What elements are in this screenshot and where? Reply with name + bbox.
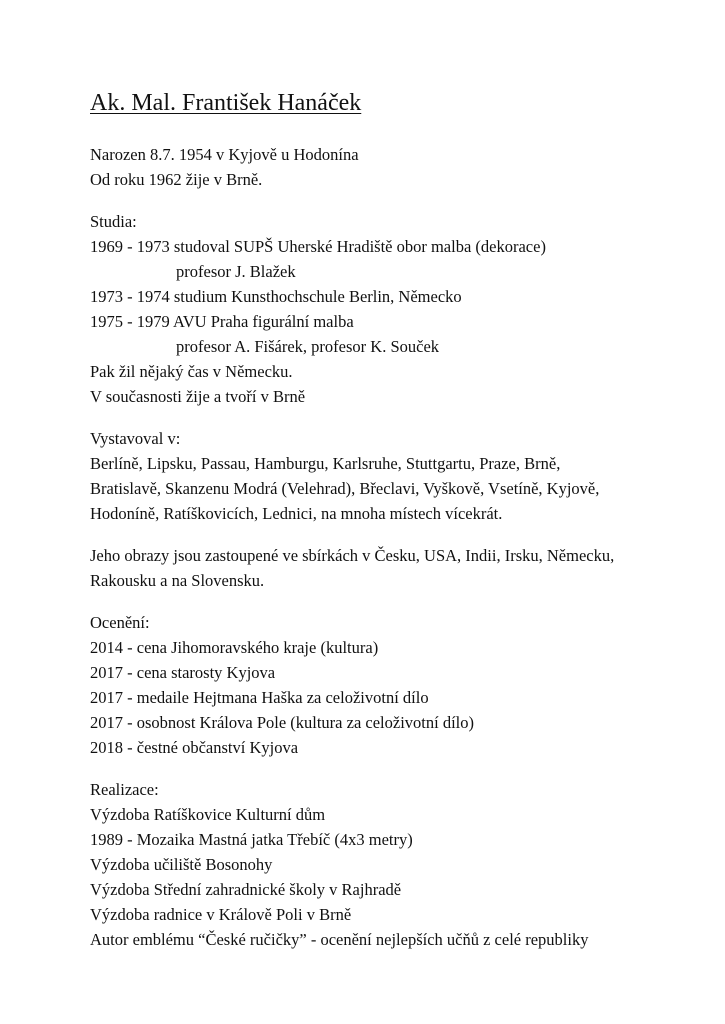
studia-line: 1969 - 1973 studoval SUPŠ Uherské Hradiště obor malba (dekorace) xyxy=(90,237,546,256)
sbirky-line: Rakousku a na Slovensku. xyxy=(90,571,265,590)
vystavoval-line: Hodoníně, Ratíškovicích, Lednici, na mnoha místech vícekrát. xyxy=(90,504,503,523)
studia-line: Pak žil nějaký čas v Německu. xyxy=(90,362,293,381)
realizace-line: 1989 - Mozaika Mastná jatka Třebíč (4x3 metry) xyxy=(90,830,413,849)
oceneni-line: 2017 - osobnost Králova Pole (kultura za celoživotní dílo) xyxy=(90,713,474,732)
realizace-line: Výzdoba učiliště Bosonohy xyxy=(90,855,273,874)
studia-heading: Studia: xyxy=(90,212,137,231)
studia-line: 1973 - 1974 studium Kunsthochschule Berlin, Německo xyxy=(90,287,462,306)
residence-line: Od roku 1962 žije v Brně. xyxy=(90,170,263,189)
birth-line: Narozen 8.7. 1954 v Kyjově u Hodonína xyxy=(90,145,359,164)
realizace-heading: Realizace: xyxy=(90,780,159,799)
oceneni-line: 2018 - čestné občanství Kyjova xyxy=(90,738,299,757)
oceneni-line: 2017 - cena starosty Kyjova xyxy=(90,663,276,682)
vystavoval-line: Bratislavě, Skanzenu Modrá (Velehrad), Břeclavi, Vyškově, Vsetíně, Kyjově, xyxy=(90,479,600,498)
studia-line: 1975 - 1979 AVU Praha figurální malba xyxy=(90,312,354,331)
realizace-line: Výzdoba radnice v Králově Poli v Brně xyxy=(90,905,352,924)
studia-line: profesor A. Fišárek, profesor K. Souček xyxy=(176,337,440,356)
vystavoval-line: Berlíně, Lipsku, Passau, Hamburgu, Karlsruhe, Stuttgartu, Praze, Brně, xyxy=(90,454,561,473)
studia-line: profesor J. Blažek xyxy=(176,262,296,281)
page-title: Ak. Mal. František Hanáček xyxy=(90,90,362,116)
realizace-line: Výzdoba Ratíškovice Kulturní dům xyxy=(90,805,326,824)
sbirky-line: Jeho obrazy jsou zastoupené ve sbírkách v Česku, USA, Indii, Irsku, Německu, xyxy=(90,546,615,565)
realizace-line: Autor emblému “České ručičky” - ocenění nejlepších učňů z celé republiky xyxy=(90,930,589,949)
oceneni-heading: Ocenění: xyxy=(90,613,150,632)
studia-line: V současnosti žije a tvoří v Brně xyxy=(90,387,306,406)
oceneni-line: 2017 - medaile Hejtmana Haška za celoživotní dílo xyxy=(90,688,429,707)
oceneni-line: 2014 - cena Jihomoravského kraje (kultura) xyxy=(90,638,379,657)
realizace-line: Výzdoba Střední zahradnické školy v Rajhradě xyxy=(90,880,402,899)
vystavoval-heading: Vystavoval v: xyxy=(90,429,181,448)
